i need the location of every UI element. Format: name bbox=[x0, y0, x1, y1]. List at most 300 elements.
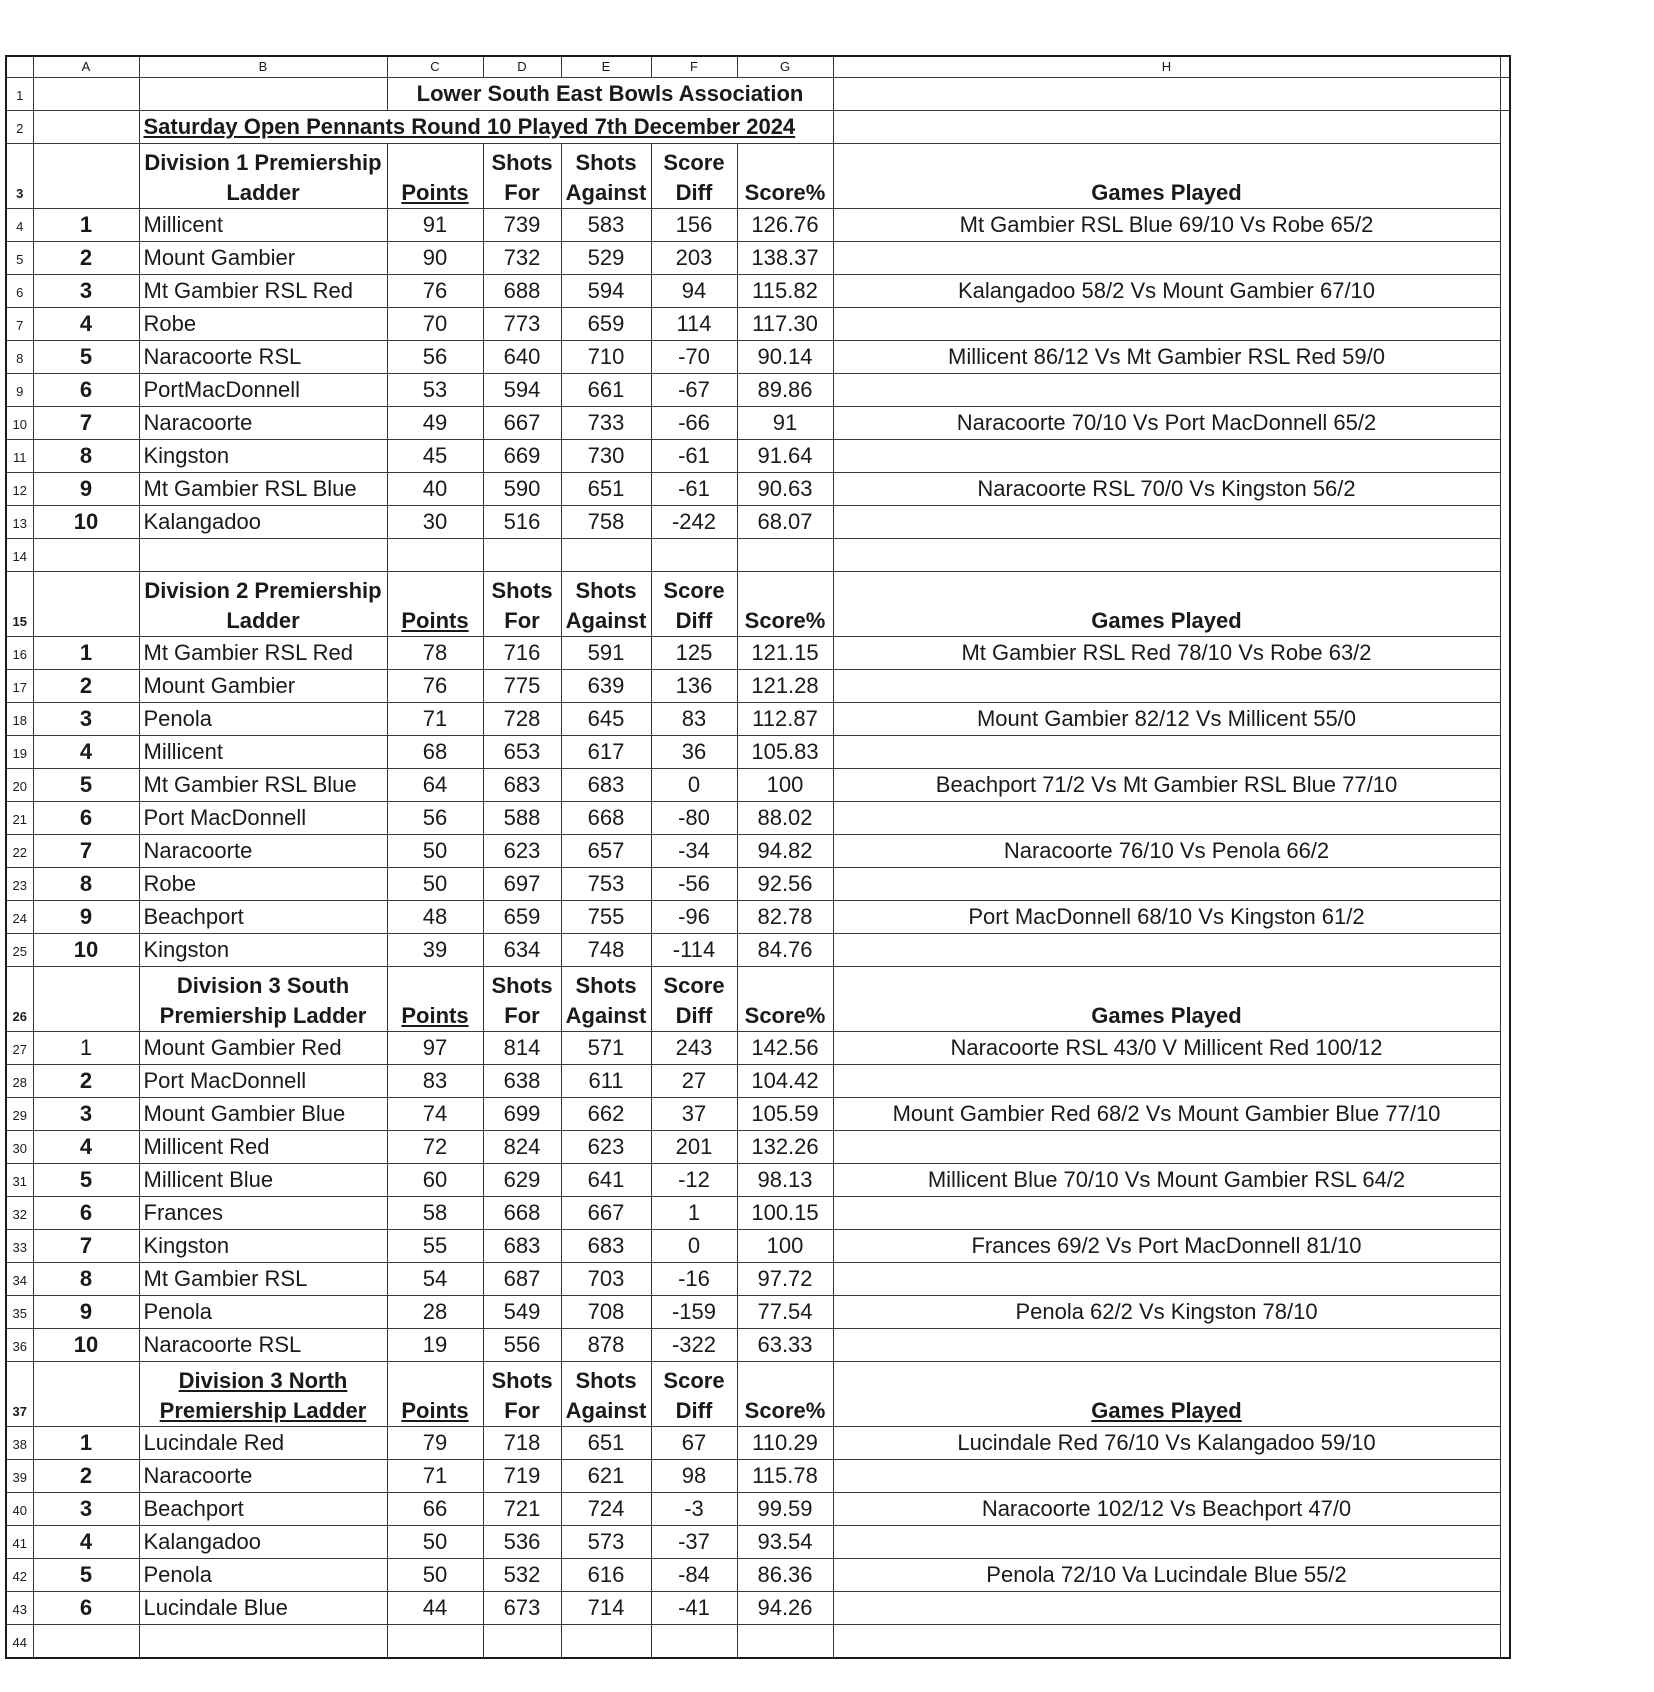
score-diff-cell[interactable]: -159 bbox=[651, 1296, 737, 1329]
game-result-cell[interactable] bbox=[833, 1197, 1500, 1230]
team-cell[interactable]: Kalangadoo bbox=[139, 1526, 387, 1559]
score-percent-cell[interactable]: 115.82 bbox=[737, 275, 833, 308]
rank-cell[interactable]: 4 bbox=[33, 1526, 139, 1559]
shots-for-cell[interactable]: 668 bbox=[483, 1197, 561, 1230]
game-result-cell[interactable]: Mt Gambier RSL Blue 69/10 Vs Robe 65/2 bbox=[833, 209, 1500, 242]
shots-against-cell[interactable]: 616 bbox=[561, 1559, 651, 1592]
score-percent-cell[interactable]: 121.28 bbox=[737, 670, 833, 703]
score-diff-cell[interactable]: -70 bbox=[651, 341, 737, 374]
team-cell[interactable]: Naracoorte bbox=[139, 407, 387, 440]
points-cell[interactable]: 45 bbox=[387, 440, 483, 473]
score-percent-cell[interactable]: 94.82 bbox=[737, 835, 833, 868]
team-cell[interactable]: Lucindale Blue bbox=[139, 1592, 387, 1625]
score-diff-cell[interactable]: -322 bbox=[651, 1329, 737, 1362]
game-result-cell[interactable]: Frances 69/2 Vs Port MacDonnell 81/10 bbox=[833, 1230, 1500, 1263]
shots-for-cell[interactable]: 594 bbox=[483, 374, 561, 407]
shots-for-cell[interactable]: 667 bbox=[483, 407, 561, 440]
points-cell[interactable]: 71 bbox=[387, 1460, 483, 1493]
rank-cell[interactable]: 8 bbox=[33, 440, 139, 473]
column-header-f[interactable]: F bbox=[651, 56, 737, 78]
shots-against-cell[interactable]: 714 bbox=[561, 1592, 651, 1625]
points-cell[interactable]: 83 bbox=[387, 1065, 483, 1098]
score-diff-cell[interactable]: -16 bbox=[651, 1263, 737, 1296]
row-number[interactable]: 14 bbox=[6, 539, 33, 572]
score-percent-cell[interactable]: 99.59 bbox=[737, 1493, 833, 1526]
row-number[interactable]: 15 bbox=[6, 572, 33, 637]
game-result-cell[interactable]: Penola 72/10 Va Lucindale Blue 55/2 bbox=[833, 1559, 1500, 1592]
points-cell[interactable]: 76 bbox=[387, 670, 483, 703]
row-number[interactable]: 8 bbox=[6, 341, 33, 374]
team-cell[interactable]: Lucindale Red bbox=[139, 1427, 387, 1460]
row-number[interactable]: 25 bbox=[6, 934, 33, 967]
row-number[interactable]: 7 bbox=[6, 308, 33, 341]
shots-against-cell[interactable]: 583 bbox=[561, 209, 651, 242]
shots-for-cell[interactable]: 683 bbox=[483, 1230, 561, 1263]
rank-cell[interactable]: 10 bbox=[33, 506, 139, 539]
score-percent-cell[interactable]: 88.02 bbox=[737, 802, 833, 835]
score-diff-cell[interactable]: -66 bbox=[651, 407, 737, 440]
row-number[interactable]: 12 bbox=[6, 473, 33, 506]
row-number[interactable]: 19 bbox=[6, 736, 33, 769]
game-result-cell[interactable] bbox=[833, 934, 1500, 967]
score-percent-cell[interactable]: 84.76 bbox=[737, 934, 833, 967]
shots-against-cell[interactable]: 730 bbox=[561, 440, 651, 473]
score-percent-cell[interactable]: 77.54 bbox=[737, 1296, 833, 1329]
points-cell[interactable]: 28 bbox=[387, 1296, 483, 1329]
points-cell[interactable]: 19 bbox=[387, 1329, 483, 1362]
team-cell[interactable]: Naracoorte bbox=[139, 1460, 387, 1493]
shots-against-cell[interactable]: 748 bbox=[561, 934, 651, 967]
rank-cell[interactable]: 9 bbox=[33, 901, 139, 934]
shots-against-cell[interactable]: 621 bbox=[561, 1460, 651, 1493]
row-number[interactable]: 2 bbox=[6, 111, 33, 144]
shots-for-cell[interactable]: 623 bbox=[483, 835, 561, 868]
score-diff-cell[interactable]: -34 bbox=[651, 835, 737, 868]
shots-for-cell[interactable]: 659 bbox=[483, 901, 561, 934]
shots-against-cell[interactable]: 623 bbox=[561, 1131, 651, 1164]
row-number[interactable]: 27 bbox=[6, 1032, 33, 1065]
shots-against-cell[interactable]: 573 bbox=[561, 1526, 651, 1559]
row-number[interactable]: 40 bbox=[6, 1493, 33, 1526]
score-percent-cell[interactable]: 90.63 bbox=[737, 473, 833, 506]
game-result-cell[interactable]: Naracoorte 76/10 Vs Penola 66/2 bbox=[833, 835, 1500, 868]
shots-for-cell[interactable]: 536 bbox=[483, 1526, 561, 1559]
game-result-cell[interactable] bbox=[833, 242, 1500, 275]
shots-against-cell[interactable]: 683 bbox=[561, 769, 651, 802]
score-percent-cell[interactable]: 112.87 bbox=[737, 703, 833, 736]
points-cell[interactable]: 78 bbox=[387, 637, 483, 670]
shots-against-cell[interactable]: 529 bbox=[561, 242, 651, 275]
rank-cell[interactable]: 6 bbox=[33, 374, 139, 407]
points-cell[interactable]: 79 bbox=[387, 1427, 483, 1460]
points-cell[interactable]: 50 bbox=[387, 868, 483, 901]
team-cell[interactable]: Port MacDonnell bbox=[139, 1065, 387, 1098]
points-cell[interactable]: 66 bbox=[387, 1493, 483, 1526]
team-cell[interactable]: Mount Gambier bbox=[139, 242, 387, 275]
shots-for-cell[interactable]: 824 bbox=[483, 1131, 561, 1164]
game-result-cell[interactable]: Penola 62/2 Vs Kingston 78/10 bbox=[833, 1296, 1500, 1329]
shots-for-cell[interactable]: 732 bbox=[483, 242, 561, 275]
shots-against-cell[interactable]: 710 bbox=[561, 341, 651, 374]
team-cell[interactable]: Mt Gambier RSL Red bbox=[139, 275, 387, 308]
team-cell[interactable]: Penola bbox=[139, 1296, 387, 1329]
row-number[interactable]: 26 bbox=[6, 967, 33, 1032]
shots-for-cell[interactable]: 716 bbox=[483, 637, 561, 670]
shots-for-cell[interactable]: 556 bbox=[483, 1329, 561, 1362]
column-header-c[interactable]: C bbox=[387, 56, 483, 78]
rank-cell[interactable]: 2 bbox=[33, 242, 139, 275]
row-number[interactable]: 39 bbox=[6, 1460, 33, 1493]
row-number[interactable]: 42 bbox=[6, 1559, 33, 1592]
team-cell[interactable]: Kingston bbox=[139, 934, 387, 967]
team-cell[interactable]: Kingston bbox=[139, 1230, 387, 1263]
shots-against-cell[interactable]: 758 bbox=[561, 506, 651, 539]
score-percent-cell[interactable]: 105.83 bbox=[737, 736, 833, 769]
score-percent-cell[interactable]: 100.15 bbox=[737, 1197, 833, 1230]
shots-against-cell[interactable]: 668 bbox=[561, 802, 651, 835]
score-percent-cell[interactable]: 115.78 bbox=[737, 1460, 833, 1493]
shots-against-cell[interactable]: 683 bbox=[561, 1230, 651, 1263]
points-cell[interactable]: 70 bbox=[387, 308, 483, 341]
row-number[interactable]: 4 bbox=[6, 209, 33, 242]
score-percent-cell[interactable]: 92.56 bbox=[737, 868, 833, 901]
rank-cell[interactable]: 2 bbox=[33, 670, 139, 703]
game-result-cell[interactable] bbox=[833, 736, 1500, 769]
team-cell[interactable]: PortMacDonnell bbox=[139, 374, 387, 407]
shots-against-cell[interactable]: 667 bbox=[561, 1197, 651, 1230]
score-diff-cell[interactable]: -114 bbox=[651, 934, 737, 967]
team-cell[interactable]: Mt Gambier RSL Red bbox=[139, 637, 387, 670]
rank-cell[interactable]: 8 bbox=[33, 868, 139, 901]
row-number[interactable]: 9 bbox=[6, 374, 33, 407]
rank-cell[interactable]: 7 bbox=[33, 1230, 139, 1263]
team-cell[interactable]: Millicent bbox=[139, 209, 387, 242]
rank-cell[interactable]: 7 bbox=[33, 407, 139, 440]
points-cell[interactable]: 60 bbox=[387, 1164, 483, 1197]
points-cell[interactable]: 71 bbox=[387, 703, 483, 736]
points-cell[interactable]: 76 bbox=[387, 275, 483, 308]
shots-against-cell[interactable]: 657 bbox=[561, 835, 651, 868]
points-cell[interactable]: 39 bbox=[387, 934, 483, 967]
team-cell[interactable]: Robe bbox=[139, 868, 387, 901]
shots-against-cell[interactable]: 651 bbox=[561, 473, 651, 506]
game-result-cell[interactable] bbox=[833, 308, 1500, 341]
score-percent-cell[interactable]: 91 bbox=[737, 407, 833, 440]
game-result-cell[interactable]: Naracoorte RSL 43/0 V Millicent Red 100/12 bbox=[833, 1032, 1500, 1065]
team-cell[interactable]: Naracoorte bbox=[139, 835, 387, 868]
points-cell[interactable]: 72 bbox=[387, 1131, 483, 1164]
shots-for-cell[interactable]: 719 bbox=[483, 1460, 561, 1493]
points-cell[interactable]: 50 bbox=[387, 835, 483, 868]
score-percent-cell[interactable]: 121.15 bbox=[737, 637, 833, 670]
rank-cell[interactable]: 5 bbox=[33, 1164, 139, 1197]
team-cell[interactable]: Kingston bbox=[139, 440, 387, 473]
row-number[interactable]: 34 bbox=[6, 1263, 33, 1296]
score-percent-cell[interactable]: 104.42 bbox=[737, 1065, 833, 1098]
score-diff-cell[interactable]: 83 bbox=[651, 703, 737, 736]
rank-cell[interactable]: 3 bbox=[33, 1493, 139, 1526]
column-header-d[interactable]: D bbox=[483, 56, 561, 78]
points-cell[interactable]: 30 bbox=[387, 506, 483, 539]
team-cell[interactable]: Robe bbox=[139, 308, 387, 341]
row-number[interactable]: 10 bbox=[6, 407, 33, 440]
score-diff-cell[interactable]: 94 bbox=[651, 275, 737, 308]
score-percent-cell[interactable]: 138.37 bbox=[737, 242, 833, 275]
game-result-cell[interactable] bbox=[833, 1460, 1500, 1493]
score-diff-cell[interactable]: 201 bbox=[651, 1131, 737, 1164]
score-percent-cell[interactable]: 110.29 bbox=[737, 1427, 833, 1460]
shots-against-cell[interactable]: 661 bbox=[561, 374, 651, 407]
score-diff-cell[interactable]: 125 bbox=[651, 637, 737, 670]
game-result-cell[interactable]: Naracoorte 70/10 Vs Port MacDonnell 65/2 bbox=[833, 407, 1500, 440]
score-percent-cell[interactable]: 93.54 bbox=[737, 1526, 833, 1559]
column-header-a[interactable]: A bbox=[33, 56, 139, 78]
rank-cell[interactable]: 7 bbox=[33, 835, 139, 868]
rank-cell[interactable]: 4 bbox=[33, 736, 139, 769]
row-number[interactable]: 22 bbox=[6, 835, 33, 868]
row-number[interactable]: 21 bbox=[6, 802, 33, 835]
row-number[interactable]: 38 bbox=[6, 1427, 33, 1460]
shots-against-cell[interactable]: 571 bbox=[561, 1032, 651, 1065]
points-cell[interactable]: 74 bbox=[387, 1098, 483, 1131]
score-diff-cell[interactable]: -12 bbox=[651, 1164, 737, 1197]
score-diff-cell[interactable]: 136 bbox=[651, 670, 737, 703]
shots-against-cell[interactable]: 639 bbox=[561, 670, 651, 703]
points-cell[interactable]: 54 bbox=[387, 1263, 483, 1296]
score-diff-cell[interactable]: 67 bbox=[651, 1427, 737, 1460]
team-cell[interactable]: Mt Gambier RSL Blue bbox=[139, 769, 387, 802]
score-percent-cell[interactable]: 142.56 bbox=[737, 1032, 833, 1065]
score-percent-cell[interactable]: 132.26 bbox=[737, 1131, 833, 1164]
row-number[interactable]: 13 bbox=[6, 506, 33, 539]
score-diff-cell[interactable]: 98 bbox=[651, 1460, 737, 1493]
shots-against-cell[interactable]: 591 bbox=[561, 637, 651, 670]
shots-for-cell[interactable]: 638 bbox=[483, 1065, 561, 1098]
rank-cell[interactable]: 8 bbox=[33, 1263, 139, 1296]
score-diff-cell[interactable]: 114 bbox=[651, 308, 737, 341]
rank-cell[interactable]: 3 bbox=[33, 1098, 139, 1131]
row-number[interactable]: 41 bbox=[6, 1526, 33, 1559]
row-number[interactable]: 16 bbox=[6, 637, 33, 670]
shots-against-cell[interactable]: 755 bbox=[561, 901, 651, 934]
shots-against-cell[interactable]: 645 bbox=[561, 703, 651, 736]
shots-against-cell[interactable]: 878 bbox=[561, 1329, 651, 1362]
game-result-cell[interactable] bbox=[833, 374, 1500, 407]
row-number[interactable]: 36 bbox=[6, 1329, 33, 1362]
points-cell[interactable]: 58 bbox=[387, 1197, 483, 1230]
team-cell[interactable]: Kalangadoo bbox=[139, 506, 387, 539]
team-cell[interactable]: Mount Gambier bbox=[139, 670, 387, 703]
points-cell[interactable]: 91 bbox=[387, 209, 483, 242]
row-number[interactable]: 3 bbox=[6, 144, 33, 209]
rank-cell[interactable]: 1 bbox=[33, 1427, 139, 1460]
shots-for-cell[interactable]: 640 bbox=[483, 341, 561, 374]
score-percent-cell[interactable]: 117.30 bbox=[737, 308, 833, 341]
rank-cell[interactable]: 6 bbox=[33, 802, 139, 835]
game-result-cell[interactable]: Mount Gambier Red 68/2 Vs Mount Gambier Blue 77/10 bbox=[833, 1098, 1500, 1131]
game-result-cell[interactable] bbox=[833, 1131, 1500, 1164]
shots-for-cell[interactable]: 669 bbox=[483, 440, 561, 473]
team-cell[interactable]: Millicent bbox=[139, 736, 387, 769]
team-cell[interactable]: Penola bbox=[139, 1559, 387, 1592]
shots-against-cell[interactable]: 753 bbox=[561, 868, 651, 901]
game-result-cell[interactable]: Naracoorte RSL 70/0 Vs Kingston 56/2 bbox=[833, 473, 1500, 506]
team-cell[interactable]: Millicent Blue bbox=[139, 1164, 387, 1197]
shots-for-cell[interactable]: 697 bbox=[483, 868, 561, 901]
row-number[interactable]: 44 bbox=[6, 1625, 33, 1659]
row-number[interactable]: 6 bbox=[6, 275, 33, 308]
rank-cell[interactable]: 5 bbox=[33, 769, 139, 802]
shots-against-cell[interactable]: 594 bbox=[561, 275, 651, 308]
shots-for-cell[interactable]: 549 bbox=[483, 1296, 561, 1329]
shots-for-cell[interactable]: 773 bbox=[483, 308, 561, 341]
score-diff-cell[interactable]: -61 bbox=[651, 473, 737, 506]
shots-for-cell[interactable]: 532 bbox=[483, 1559, 561, 1592]
row-number[interactable]: 43 bbox=[6, 1592, 33, 1625]
rank-cell[interactable]: 1 bbox=[33, 637, 139, 670]
game-result-cell[interactable] bbox=[833, 1526, 1500, 1559]
shots-for-cell[interactable]: 634 bbox=[483, 934, 561, 967]
game-result-cell[interactable]: Naracoorte 102/12 Vs Beachport 47/0 bbox=[833, 1493, 1500, 1526]
score-diff-cell[interactable]: -41 bbox=[651, 1592, 737, 1625]
score-diff-cell[interactable]: -84 bbox=[651, 1559, 737, 1592]
score-diff-cell[interactable]: 0 bbox=[651, 1230, 737, 1263]
team-cell[interactable]: Mt Gambier RSL Blue bbox=[139, 473, 387, 506]
game-result-cell[interactable] bbox=[833, 1263, 1500, 1296]
score-diff-cell[interactable]: -56 bbox=[651, 868, 737, 901]
score-diff-cell[interactable]: -242 bbox=[651, 506, 737, 539]
team-cell[interactable]: Penola bbox=[139, 703, 387, 736]
rank-cell[interactable]: 1 bbox=[33, 209, 139, 242]
shots-for-cell[interactable]: 699 bbox=[483, 1098, 561, 1131]
game-result-cell[interactable]: Mount Gambier 82/12 Vs Millicent 55/0 bbox=[833, 703, 1500, 736]
shots-against-cell[interactable]: 651 bbox=[561, 1427, 651, 1460]
team-cell[interactable]: Mount Gambier Red bbox=[139, 1032, 387, 1065]
shots-for-cell[interactable]: 687 bbox=[483, 1263, 561, 1296]
team-cell[interactable]: Naracoorte RSL bbox=[139, 1329, 387, 1362]
score-percent-cell[interactable]: 89.86 bbox=[737, 374, 833, 407]
row-number[interactable]: 24 bbox=[6, 901, 33, 934]
shots-for-cell[interactable]: 516 bbox=[483, 506, 561, 539]
score-diff-cell[interactable]: 243 bbox=[651, 1032, 737, 1065]
team-cell[interactable]: Mount Gambier Blue bbox=[139, 1098, 387, 1131]
points-cell[interactable]: 48 bbox=[387, 901, 483, 934]
column-header-b[interactable]: B bbox=[139, 56, 387, 78]
rank-cell[interactable]: 3 bbox=[33, 703, 139, 736]
points-cell[interactable]: 50 bbox=[387, 1559, 483, 1592]
score-percent-cell[interactable]: 68.07 bbox=[737, 506, 833, 539]
points-cell[interactable]: 64 bbox=[387, 769, 483, 802]
score-percent-cell[interactable]: 97.72 bbox=[737, 1263, 833, 1296]
points-cell[interactable]: 68 bbox=[387, 736, 483, 769]
points-cell[interactable]: 44 bbox=[387, 1592, 483, 1625]
shots-for-cell[interactable]: 814 bbox=[483, 1032, 561, 1065]
score-percent-cell[interactable]: 100 bbox=[737, 1230, 833, 1263]
rank-cell[interactable]: 2 bbox=[33, 1065, 139, 1098]
score-diff-cell[interactable]: 156 bbox=[651, 209, 737, 242]
score-percent-cell[interactable]: 100 bbox=[737, 769, 833, 802]
team-cell[interactable]: Frances bbox=[139, 1197, 387, 1230]
points-cell[interactable]: 90 bbox=[387, 242, 483, 275]
shots-against-cell[interactable]: 641 bbox=[561, 1164, 651, 1197]
score-diff-cell[interactable]: -3 bbox=[651, 1493, 737, 1526]
shots-for-cell[interactable]: 721 bbox=[483, 1493, 561, 1526]
column-header-e[interactable]: E bbox=[561, 56, 651, 78]
shots-against-cell[interactable]: 617 bbox=[561, 736, 651, 769]
score-diff-cell[interactable]: 27 bbox=[651, 1065, 737, 1098]
game-result-cell[interactable]: Millicent 86/12 Vs Mt Gambier RSL Red 59/0 bbox=[833, 341, 1500, 374]
shots-for-cell[interactable]: 683 bbox=[483, 769, 561, 802]
score-diff-cell[interactable]: -80 bbox=[651, 802, 737, 835]
game-result-cell[interactable] bbox=[833, 1065, 1500, 1098]
row-number[interactable]: 28 bbox=[6, 1065, 33, 1098]
row-number[interactable]: 32 bbox=[6, 1197, 33, 1230]
team-cell[interactable]: Naracoorte RSL bbox=[139, 341, 387, 374]
game-result-cell[interactable] bbox=[833, 1329, 1500, 1362]
team-cell[interactable]: Port MacDonnell bbox=[139, 802, 387, 835]
shots-against-cell[interactable]: 611 bbox=[561, 1065, 651, 1098]
score-diff-cell[interactable]: 36 bbox=[651, 736, 737, 769]
game-result-cell[interactable] bbox=[833, 506, 1500, 539]
column-header-g[interactable]: G bbox=[737, 56, 833, 78]
shots-for-cell[interactable]: 775 bbox=[483, 670, 561, 703]
shots-for-cell[interactable]: 629 bbox=[483, 1164, 561, 1197]
row-number[interactable]: 23 bbox=[6, 868, 33, 901]
rank-cell[interactable]: 4 bbox=[33, 1131, 139, 1164]
shots-against-cell[interactable]: 662 bbox=[561, 1098, 651, 1131]
shots-for-cell[interactable]: 688 bbox=[483, 275, 561, 308]
game-result-cell[interactable]: Kalangadoo 58/2 Vs Mount Gambier 67/10 bbox=[833, 275, 1500, 308]
row-number[interactable]: 37 bbox=[6, 1362, 33, 1427]
score-percent-cell[interactable]: 105.59 bbox=[737, 1098, 833, 1131]
shots-for-cell[interactable]: 588 bbox=[483, 802, 561, 835]
score-percent-cell[interactable]: 98.13 bbox=[737, 1164, 833, 1197]
column-header-h[interactable]: H bbox=[833, 56, 1500, 78]
rank-cell[interactable]: 10 bbox=[33, 934, 139, 967]
row-number[interactable]: 1 bbox=[6, 78, 33, 111]
game-result-cell[interactable]: Mt Gambier RSL Red 78/10 Vs Robe 63/2 bbox=[833, 637, 1500, 670]
points-cell[interactable]: 53 bbox=[387, 374, 483, 407]
rank-cell[interactable]: 4 bbox=[33, 308, 139, 341]
team-cell[interactable]: Beachport bbox=[139, 1493, 387, 1526]
rank-cell[interactable]: 10 bbox=[33, 1329, 139, 1362]
score-diff-cell[interactable]: 37 bbox=[651, 1098, 737, 1131]
score-percent-cell[interactable]: 126.76 bbox=[737, 209, 833, 242]
row-number[interactable]: 5 bbox=[6, 242, 33, 275]
row-number[interactable]: 33 bbox=[6, 1230, 33, 1263]
game-result-cell[interactable] bbox=[833, 670, 1500, 703]
score-percent-cell[interactable]: 63.33 bbox=[737, 1329, 833, 1362]
game-result-cell[interactable] bbox=[833, 802, 1500, 835]
score-diff-cell[interactable]: -61 bbox=[651, 440, 737, 473]
points-cell[interactable]: 50 bbox=[387, 1526, 483, 1559]
score-diff-cell[interactable]: -96 bbox=[651, 901, 737, 934]
team-cell[interactable]: Beachport bbox=[139, 901, 387, 934]
points-cell[interactable]: 97 bbox=[387, 1032, 483, 1065]
game-result-cell[interactable] bbox=[833, 440, 1500, 473]
game-result-cell[interactable] bbox=[833, 1592, 1500, 1625]
score-diff-cell[interactable]: 203 bbox=[651, 242, 737, 275]
shots-against-cell[interactable]: 724 bbox=[561, 1493, 651, 1526]
game-result-cell[interactable]: Millicent Blue 70/10 Vs Mount Gambier RSL 64/2 bbox=[833, 1164, 1500, 1197]
rank-cell[interactable]: 6 bbox=[33, 1197, 139, 1230]
shots-against-cell[interactable]: 703 bbox=[561, 1263, 651, 1296]
team-cell[interactable]: Millicent Red bbox=[139, 1131, 387, 1164]
shots-against-cell[interactable]: 659 bbox=[561, 308, 651, 341]
rank-cell[interactable]: 3 bbox=[33, 275, 139, 308]
score-percent-cell[interactable]: 82.78 bbox=[737, 901, 833, 934]
points-cell[interactable]: 55 bbox=[387, 1230, 483, 1263]
